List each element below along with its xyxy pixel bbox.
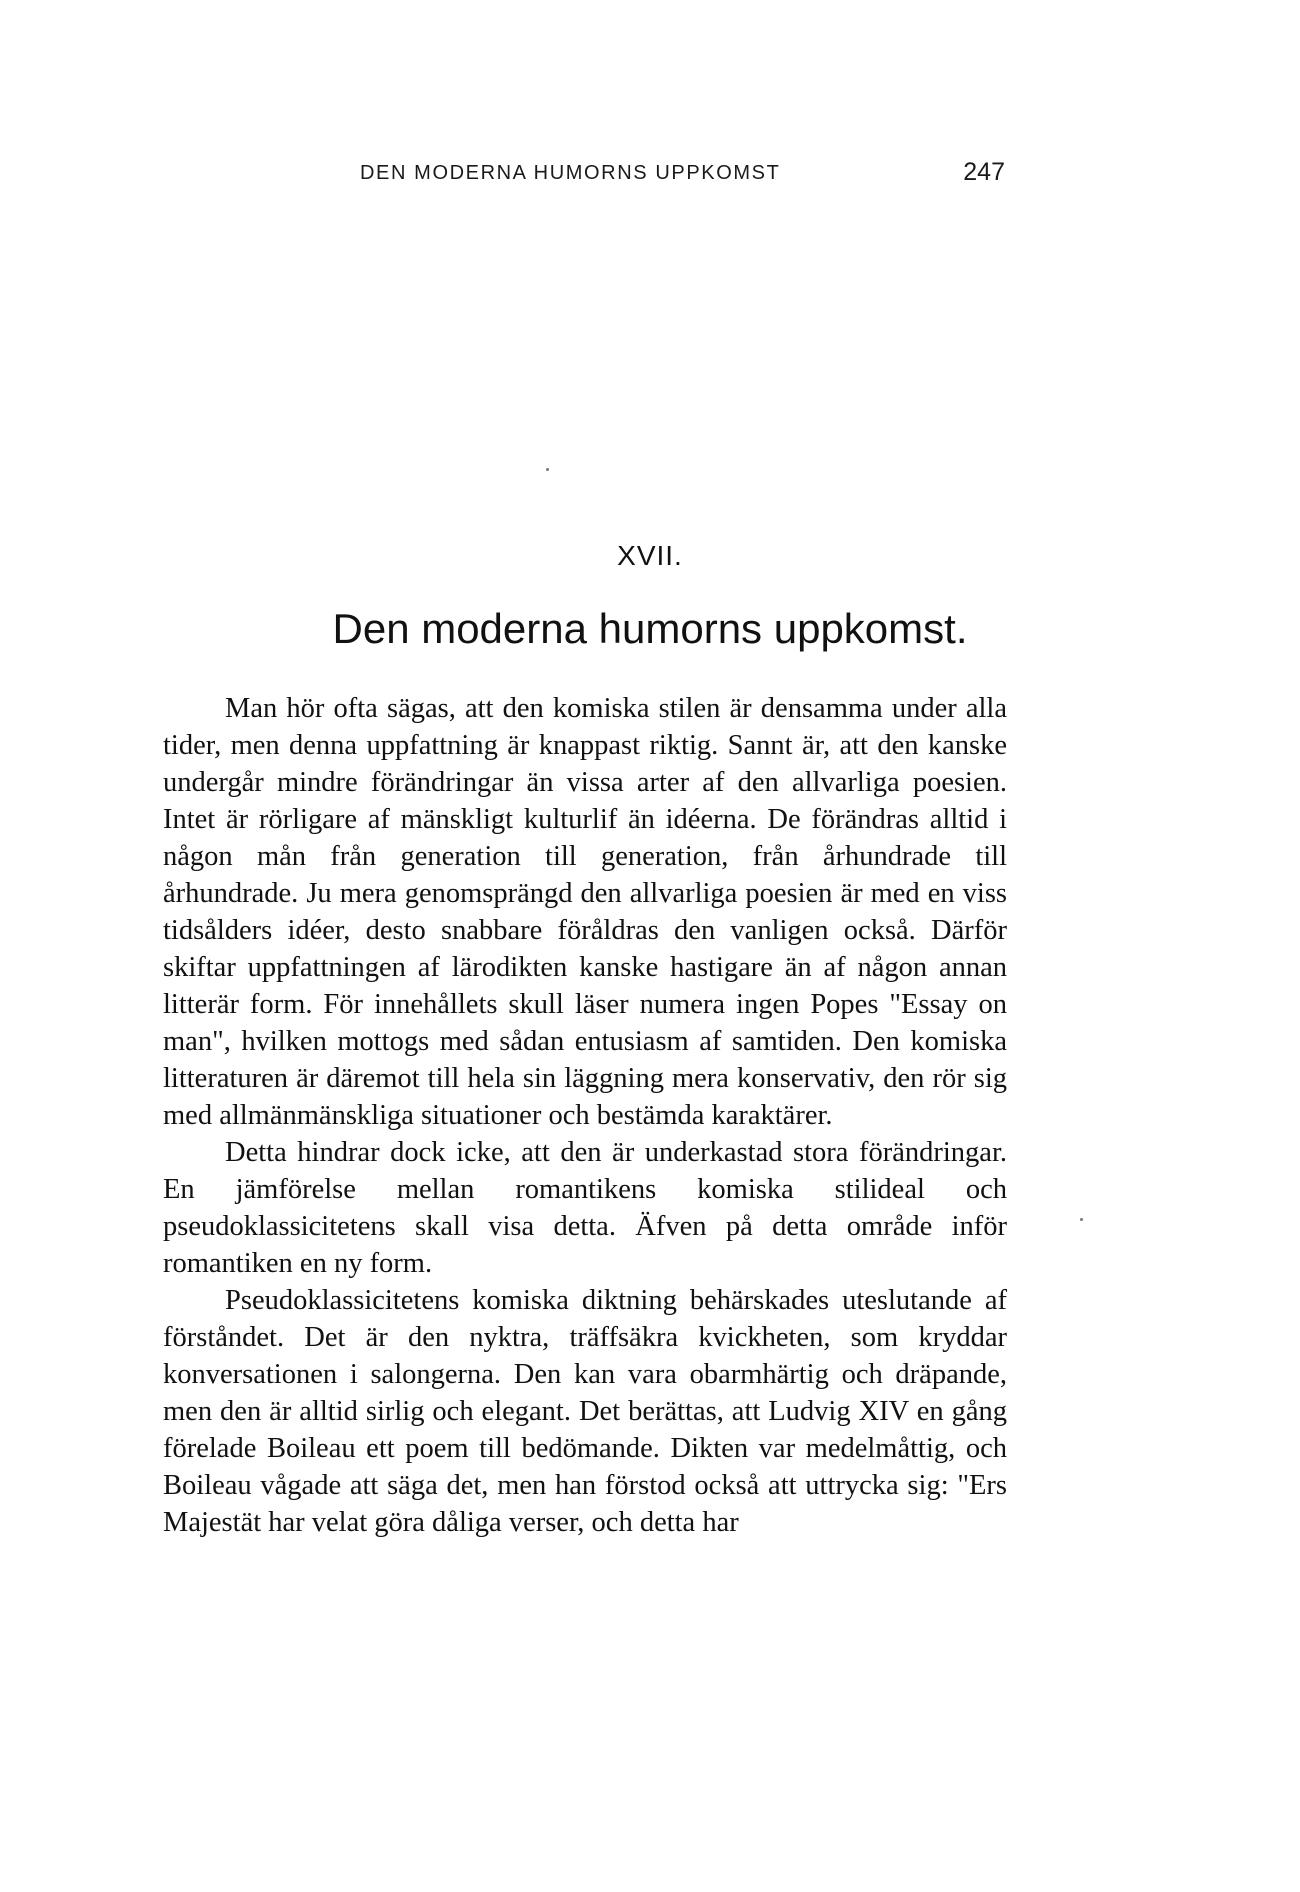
scan-speck xyxy=(1080,1218,1083,1221)
scan-speck xyxy=(546,468,549,471)
running-header xyxy=(165,158,1005,192)
paragraph: Man hör ofta sägas, att den komiska stilen är densamma under alla tider, men denna uppfattning är knappast riktig. Sannt är, att den kanske undergår mindre förändringar än vissa arter af den allvarliga poesien. Intet är rörligare af mänskligt kulturlif än idéerna. De förändras alltid i någon mån från generation till generation, från århundrade till århundrade. Ju mera genomsprängd den allvarliga poesien är med en viss tidsålders idéer, desto snabbare föråldras den vanligen också. Därför skiftar uppfattningen af lärodikten kanske hastigare än af någon annan litterär form. För innehållets skull läser numera ingen Popes "Essay on man", hvilken mottogs med sådan entusiasm af samtiden. Den komiska litteraturen är däremot till hela sin läggning mera konservativ, den rör sig med allmänmänskliga situationer och bestämda karaktärer. xyxy=(163,693,1007,1131)
running-title: DEN MODERNA HUMORNS UPPKOMST xyxy=(360,162,781,184)
paragraph: Detta hindrar dock icke, att den är underkastad stora förändringar. En jämförelse mellan romantikens komiska stilideal och pseudoklassicitetens skall visa detta. Äfven på detta område inför romantiken en ny form. xyxy=(163,1137,1007,1279)
chapter-number: XVII. xyxy=(617,540,683,571)
chapter-title: Den moderna humorns uppkomst. xyxy=(332,605,968,652)
body-text xyxy=(163,690,1007,1541)
page-number: 247 xyxy=(963,158,1005,186)
paragraph: Pseudoklassicitetens komiska diktning behärskades uteslutande af förståndet. Det är den nyktra, träffsäkra kvickheten, som kryddar konversationen i salongerna. Den kan vara obarmhärtig och dräpande, men den är alltid sirlig och elegant. Det berättas, att Ludvig XIV en gång förelade Boileau ett poem till bedömande. Dikten var medelmåttig, och Boileau vågade att säga det, men han förstod också att uttrycka sig: "Ers Majestät har velat göra dåliga verser, och detta har xyxy=(163,1285,1007,1538)
